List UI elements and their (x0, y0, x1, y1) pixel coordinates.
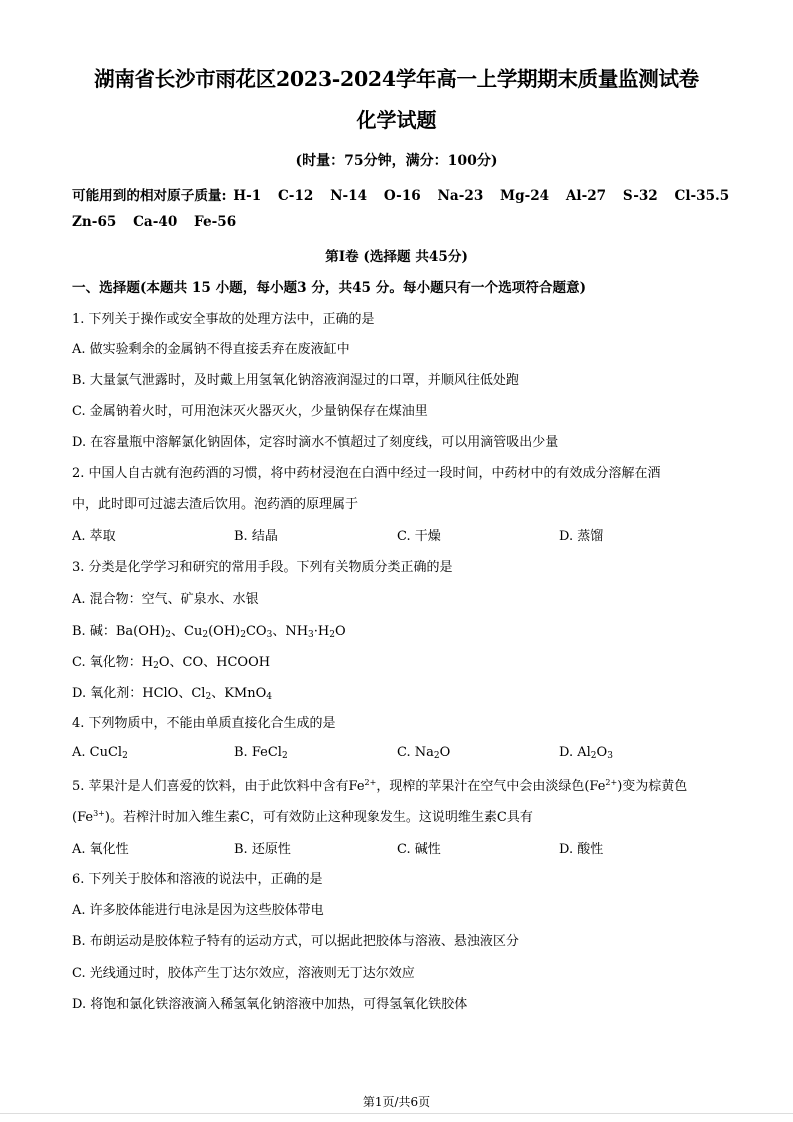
question-6-option-d: D. 将饱和氯化铁溶液滴入稀氢氧化钠溶液中加热，可得氢氧化铁胶体 (72, 997, 468, 1012)
separator: 、 (178, 686, 192, 701)
atomic-mass-line-2 (72, 214, 248, 230)
atomic-mass-item: Fe-56 (194, 214, 237, 230)
exam-info: (时量：75分钟，满分：100分) (295, 153, 498, 169)
question-1-option-c: C. 金属钠着火时，可用泡沫灭火器灭火，少量钠保存在煤油里 (72, 404, 428, 419)
question-2-option-d: D. 蒸馏 (559, 529, 604, 544)
question-5-option-b: B. 还原性 (234, 842, 291, 857)
atomic-mass-item: Mg-24 (500, 188, 550, 204)
option-prefix: C. 氧化物： (72, 655, 142, 670)
question-5-stem-line-1 (72, 775, 687, 794)
atomic-mass-line-1 (72, 184, 741, 204)
question-4-option-d: D. $Al_2O_3$ (559, 745, 613, 761)
separator: 、 (203, 655, 217, 670)
atomic-mass-item: H-1 (233, 188, 262, 204)
question-4-stem: 4. 下列物质中，不能由单质直接化合生成的是 (72, 716, 336, 731)
charge-superscript: 3+ (93, 809, 105, 818)
question-6-stem: 6. 下列关于胶体和溶液的说法中，正确的是 (72, 872, 323, 887)
stem-text: (Fe (72, 810, 94, 825)
stem-text: )变为棕黄色 (617, 779, 688, 794)
option-prefix: D. 氧化剂： (72, 686, 143, 701)
question-5-option-d: D. 酸性 (559, 842, 604, 857)
atomic-mass-item: Zn-65 (72, 214, 117, 230)
question-3-option-c: C. 氧化物：$H_2O$、CO、HCOOH (72, 655, 271, 671)
option-prefix: B. 碱： (72, 624, 116, 639)
atomic-mass-item: Al-27 (565, 188, 607, 204)
separator: 、 (272, 624, 286, 639)
question-1-option-b: B. 大量氯气泄露时，及时戴上用氢氧化钠溶液润湿过的口罩，并顺风往低处跑 (72, 373, 519, 388)
atomic-mass-item: N-14 (330, 188, 368, 204)
subject-title: 化学试题 (356, 108, 437, 132)
atomic-mass-item: S-32 (622, 188, 658, 204)
separator: 、 (211, 686, 225, 701)
charge-superscript: 2+ (605, 778, 618, 787)
question-4-option-c: C. $Na_2O$ (397, 745, 451, 761)
atomic-mass-label: 可能用到的相对原子质量: (72, 188, 227, 204)
question-2-option-a: A. 萃取 (72, 529, 116, 544)
question-3-option-b: B. 碱：$Ba(OH)_2$、$Cu_2(OH)_2CO_3$、$NH_3\cdot H_2O$ (72, 624, 346, 640)
stem-text: ，现榨的苹果汁在空气中会由淡绿色(Fe (376, 779, 606, 794)
question-3-stem: 3. 分类是化学学习和研究的常用手段。下列有关物质分类正确的是 (72, 560, 453, 575)
section-heading: 一、选择题(本题共 15 小题，每小题3 分，共45 分。每小题只有一个选项符合题意) (72, 280, 587, 296)
exam-title: 湖南省长沙市雨花区2023-2024学年高一上学期期末质量监测试卷 (94, 67, 699, 91)
question-5-option-a: A. 氧化性 (72, 842, 129, 857)
question-3-option-d: D. 氧化剂：HClO、$Cl_2$、KMnO$_4$ (72, 686, 273, 702)
question-5-option-c: C. 碱性 (397, 842, 441, 857)
volume-heading: 第Ⅰ卷 (选择题 共45分) (325, 249, 468, 265)
charge-superscript: 2+ (364, 778, 377, 787)
page-number: 第1页/共6页 (362, 1095, 431, 1109)
stem-text: )。若榨汁时加入维生素C，可有效防止这种现象发生。这说明维生素C具有 (104, 810, 533, 825)
separator: 、 (169, 655, 183, 670)
atomic-mass-item: Na-23 (437, 188, 484, 204)
question-1-option-a: A. 做实验剩余的金属钠不得直接丢弃在废液缸中 (72, 342, 350, 357)
atomic-mass-item: Cl-35.5 (674, 188, 730, 204)
stem-text: 5. 苹果汁是人们喜爱的饮料，由于此饮料中含有Fe (72, 779, 365, 794)
footer-divider (0, 1113, 793, 1114)
question-2-option-b: B. 结晶 (234, 529, 278, 544)
question-6-option-b: B. 布朗运动是胶体粒子特有的运动方式，可以据此把胶体与溶液、悬浊液区分 (72, 934, 519, 949)
question-2-option-c: C. 干燥 (397, 529, 441, 544)
question-6-option-c: C. 光线通过时，胶体产生丁达尔效应，溶液则无丁达尔效应 (72, 966, 415, 981)
question-1-stem: 1. 下列关于操作或安全事故的处理方法中，正确的是 (72, 312, 375, 327)
atomic-mass-item: C-12 (277, 188, 314, 204)
question-2-stem-line-1: 2. 中国人自古就有泡药酒的习惯，将中药材浸泡在白酒中经过一段时间，中药材中的有效成分溶解在酒 (72, 466, 661, 481)
question-4-option-a: A. CuCl$_2$ (72, 745, 128, 761)
question-1-option-d: D. 在容量瓶中溶解氯化钠固体，定容时滴水不慎超过了刻度线，可以用滴管吸出少量 (72, 435, 559, 450)
question-4-option-b: B. FeCl$_2$ (234, 745, 288, 761)
atomic-mass-item: O-16 (383, 188, 421, 204)
question-6-option-a: A. 许多胶体能进行电泳是因为这些胶体带电 (72, 903, 324, 918)
question-3-option-a: A. 混合物：空气、矿泉水、水银 (72, 592, 259, 607)
question-2-stem-line-2: 中，此时即可过滤去渣后饮用。泡药酒的原理属于 (72, 497, 359, 512)
atomic-mass-item: Ca-40 (133, 214, 178, 230)
question-5-stem-line-2 (72, 806, 533, 825)
separator: 、 (171, 624, 185, 639)
